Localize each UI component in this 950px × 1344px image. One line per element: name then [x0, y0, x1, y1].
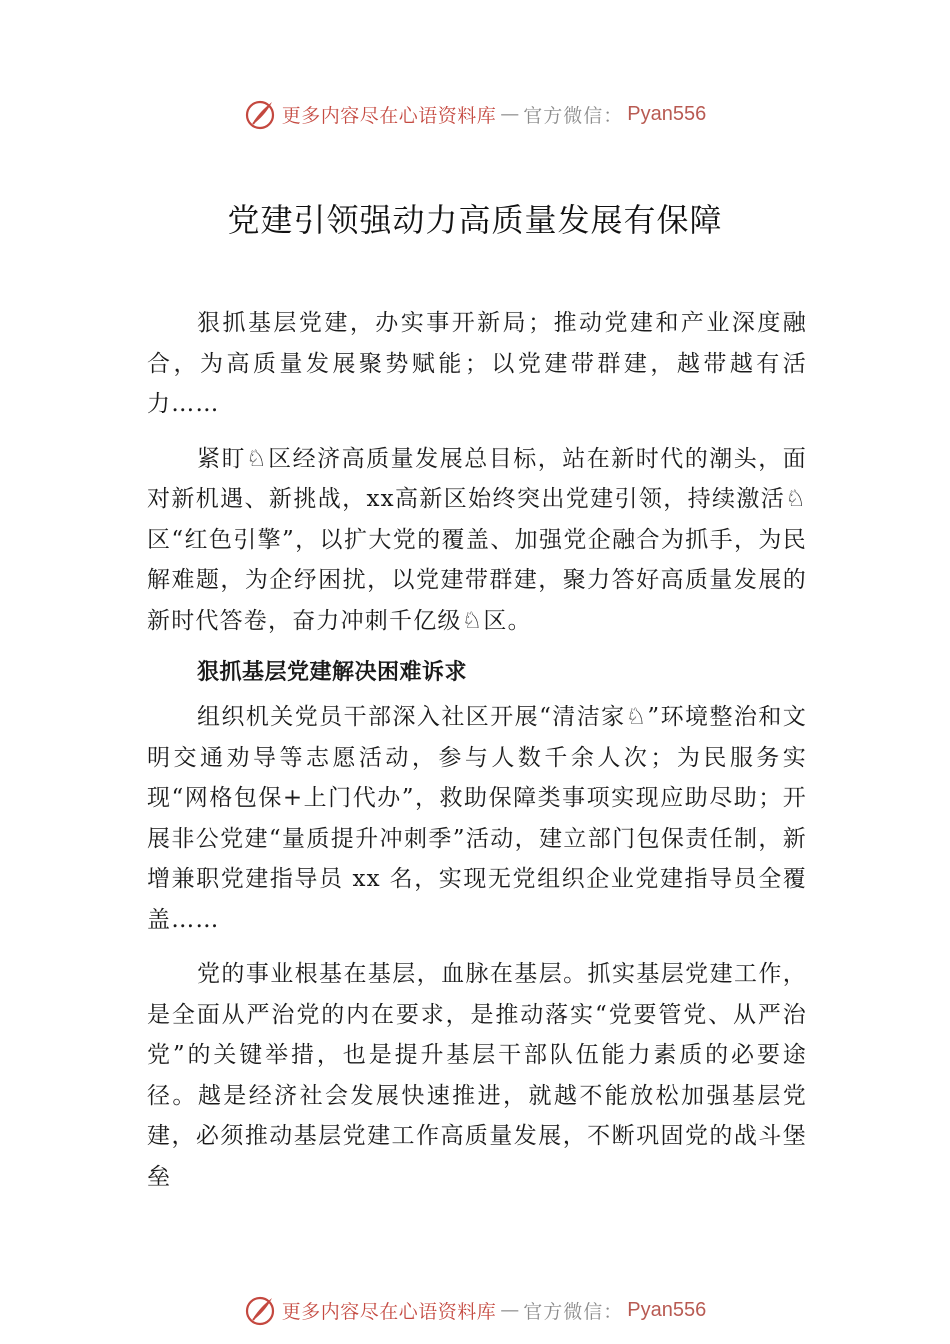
- brand-text: 更多内容尽在心语资料库: [281, 104, 497, 127]
- quill-logo-icon: [244, 97, 278, 131]
- section-heading: 狠抓基层党建解决困难诉求: [197, 660, 468, 685]
- wechat-label: 官方微信：: [523, 104, 624, 127]
- body-paragraph: 紧盯♘区经济高质量发展总目标，站在新时代的潮头，面对新机遇、新挑战，xx高新区始终突出党建引领，持续激活♘区“红色引擎”，以扩大党的覆盖、加强党企融合为抓手，为民解难题，为企纾困扰，以党建带群建，聚力答好高质量发展的新时代答卷，奋力冲刺千亿级♘区。: [147, 445, 807, 634]
- footer-watermark-banner: [0, 1290, 950, 1330]
- header-watermark-banner: [0, 94, 950, 134]
- document-body: [147, 303, 807, 1211]
- wechat-id: Pyan556: [627, 102, 707, 125]
- brand-text: 更多内容尽在心语资料库: [281, 1300, 497, 1323]
- body-paragraph: 党的事业根基在基层，血脉在基层。抓实基层党建工作，是全面从严治党的内在要求，是推动落实“党要管党、从严治党”的关键举措，也是提升基层干部队伍能力素质的必要途径。越是经济社会发展快速推进，就越不能放松加强基层党建，必须推动基层党建工作高质量发展，不断巩固党的战斗堡垒: [147, 961, 807, 1190]
- wechat-label: 官方微信：: [523, 1300, 624, 1323]
- banner-separator: —: [500, 103, 520, 125]
- quill-logo-icon: [244, 1293, 278, 1327]
- banner-separator: —: [500, 1299, 520, 1321]
- wechat-id: Pyan556: [627, 1298, 707, 1321]
- body-paragraph: 狠抓基层党建，办实事开新局；推动党建和产业深度融合，为高质量发展聚势赋能；以党建带群建，越带越有活力……: [147, 310, 807, 417]
- body-paragraph: 组织机关党员干部深入社区开展“清洁家♘”环境整治和文明交通劝导等志愿活动，参与人数千余人次；为民服务实现“网格包保+上门代办”，救助保障类事项实现应助尽助；开展非公党建“量质提升冲刺季”活动，建立部门包保责任制，新增兼职党建指导员 xx 名，实现无党组织企业党建指导员全覆盖……: [147, 704, 807, 933]
- document-title: 党建引领强动力高质量发展有保障: [227, 201, 723, 239]
